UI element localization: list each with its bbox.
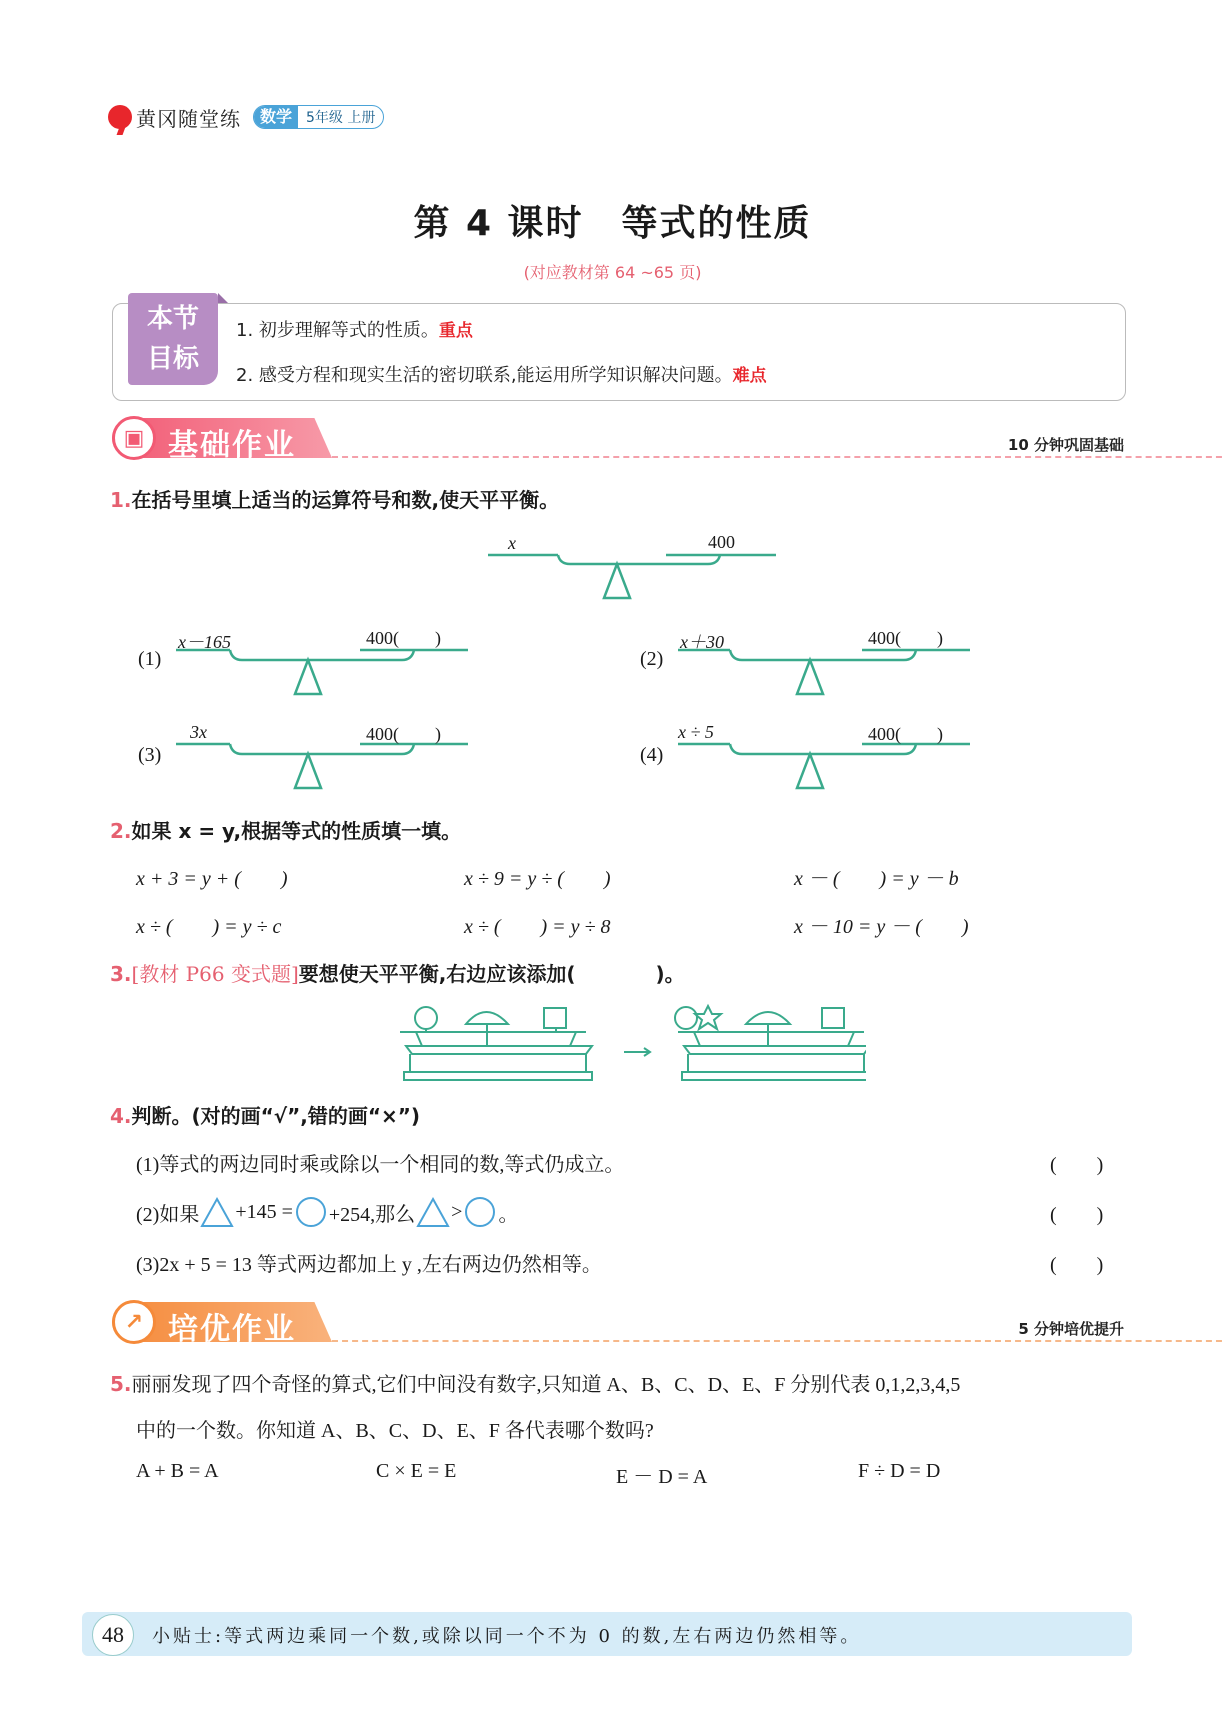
balance-1-left-label: x－165 [178, 632, 231, 652]
section-time-note: 10 分钟巩固基础 [1007, 436, 1124, 454]
question-5-line2: 中的一个数。你知道 A、B、C、D、E、F 各代表哪个数吗? [136, 1420, 654, 1442]
judgement-2-text: +145 = [235, 1200, 293, 1223]
equation-2: C × E = E [376, 1460, 457, 1482]
judgement-2 [136, 1196, 518, 1228]
equation-3: E － D = A [616, 1466, 708, 1488]
judgement-2-text: +254,那么 [328, 1203, 416, 1226]
section-advanced-header [112, 1302, 1124, 1347]
section-basic-header [112, 418, 1124, 463]
balance-3 [176, 744, 468, 788]
question-text: 判断。(对的画“√”,错的画“×”) [131, 1104, 421, 1128]
goal-item [236, 361, 767, 387]
scale-illustration [396, 1002, 866, 1090]
page-number: 48 [92, 1614, 134, 1656]
balance-4-number: (4) [640, 744, 664, 766]
cube-icon: ▣ [112, 416, 156, 460]
question-3 [110, 958, 685, 987]
goals-tag-line2: 目标 [146, 344, 199, 374]
balance-diagrams [0, 520, 1225, 800]
page-subtitle: (对应教材第 64 ~65 页) [523, 263, 702, 282]
circle-icon [293, 1196, 329, 1228]
balance-top-right-label: 400 [708, 532, 735, 552]
balance-3-left-label: 3x [190, 722, 207, 742]
judgement-2-answer: ( ) [1050, 1204, 1104, 1226]
judgement-3-answer: ( ) [1050, 1254, 1104, 1276]
grade-label: 5年级 上册 [306, 110, 376, 126]
section-title: 培优作业 [168, 1312, 296, 1347]
ball-icon [415, 1007, 437, 1029]
triangle-icon [199, 1196, 235, 1228]
brand-header [108, 100, 384, 134]
question-number: 3. [110, 962, 132, 986]
balance-1-number: (1) [138, 648, 162, 670]
textbook-reference: [教材 P66 变式题] [131, 962, 299, 986]
section-divider [332, 1340, 1225, 1342]
question-number: 2. [110, 819, 132, 843]
question-5 [110, 1368, 960, 1397]
goal-text: 1. 初步理解等式的性质。 [236, 320, 439, 341]
goal-key-badge: 难点 [732, 366, 767, 386]
q2-blank-2: x ÷ 9 = y ÷ ( ) [464, 868, 611, 890]
brand-logo-icon [108, 105, 132, 129]
balance-3-right-label: 400( ) [366, 724, 441, 744]
footer-tip: 小贴士:等式两边乘同一个数,或除以同一个不为 0 的数,左右两边仍然相等。 [152, 1626, 862, 1647]
equation-1: A + B = A [136, 1460, 219, 1482]
q2-blank-5: x ÷ ( ) = y ÷ 8 [464, 916, 611, 938]
question-number: 4. [110, 1104, 132, 1128]
goals-tag [128, 293, 218, 385]
goal-item [236, 316, 473, 342]
star-icon [695, 1006, 721, 1029]
judgement-2-text: 。 [498, 1203, 519, 1226]
triangle-icon [415, 1196, 451, 1228]
question-number: 1. [110, 488, 132, 512]
question-2 [110, 815, 461, 844]
question-4 [110, 1100, 420, 1129]
judgement-1: (1)等式的两边同时乘或除以一个相同的数,等式仍成立。 [136, 1154, 625, 1176]
question-text: 要想使天平平衡,右边应该添加( )。 [298, 962, 685, 986]
subject-label: 数学 [254, 106, 298, 128]
balance-1-right-label: 400( ) [366, 628, 441, 648]
balance-4-right-label: 400( ) [868, 724, 943, 744]
balance-3-number: (3) [138, 744, 162, 766]
balance-top-left-label: x [508, 533, 516, 553]
judgement-2-text: > [451, 1200, 463, 1223]
judgement-2-text: (2)如果 [136, 1203, 200, 1226]
chart-icon: ↗ [112, 1300, 156, 1344]
balance-4 [678, 744, 970, 788]
balance-top [488, 555, 776, 598]
section-time-note: 5 分钟培优提升 [1018, 1320, 1124, 1338]
balance-2-left-label: x＋30 [680, 632, 724, 652]
question-text: 丽丽发现了四个奇怪的算式,它们中间没有数字,只知道 A、B、C、D、E、F 分别代表 0,1,2,3,4,5 [131, 1374, 961, 1396]
section-title: 基础作业 [168, 428, 296, 463]
circle-icon [462, 1196, 498, 1228]
brand-name: 黄冈随堂练 [136, 106, 241, 131]
q2-blank-3: x － ( ) = y － b [794, 868, 959, 890]
balance-2-right-label: 400( ) [868, 628, 943, 648]
grade-tag [253, 105, 384, 129]
q2-blank-4: x ÷ ( ) = y ÷ c [136, 916, 282, 938]
judgement-3: (3)2x + 5 = 13 等式两边都加上 y ,左右两边仍然相等。 [136, 1254, 602, 1276]
balance-2-number: (2) [640, 648, 664, 670]
equation-4: F ÷ D = D [858, 1460, 941, 1482]
goal-key-badge: 重点 [438, 321, 473, 341]
q2-blank-1: x + 3 = y + ( ) [136, 868, 288, 890]
question-1 [110, 484, 559, 513]
balance-2 [678, 650, 970, 694]
section-divider [332, 456, 1225, 458]
question-text: 在括号里填上适当的运算符号和数,使天平平衡。 [131, 488, 560, 512]
page-title: 第 4 课时 等式的性质 [413, 203, 812, 244]
goals-tag-line1: 本节 [146, 304, 199, 334]
question-text: 如果 x = y,根据等式的性质填一填。 [131, 819, 462, 843]
judgement-1-answer: ( ) [1050, 1154, 1104, 1176]
q2-blank-6: x － 10 = y － ( ) [794, 916, 969, 938]
question-number: 5. [110, 1372, 132, 1396]
balance-1 [176, 650, 468, 694]
goal-text: 2. 感受方程和现实生活的密切联系,能运用所学知识解决问题。 [236, 365, 733, 386]
balance-4-left-label: x ÷ 5 [678, 722, 714, 742]
